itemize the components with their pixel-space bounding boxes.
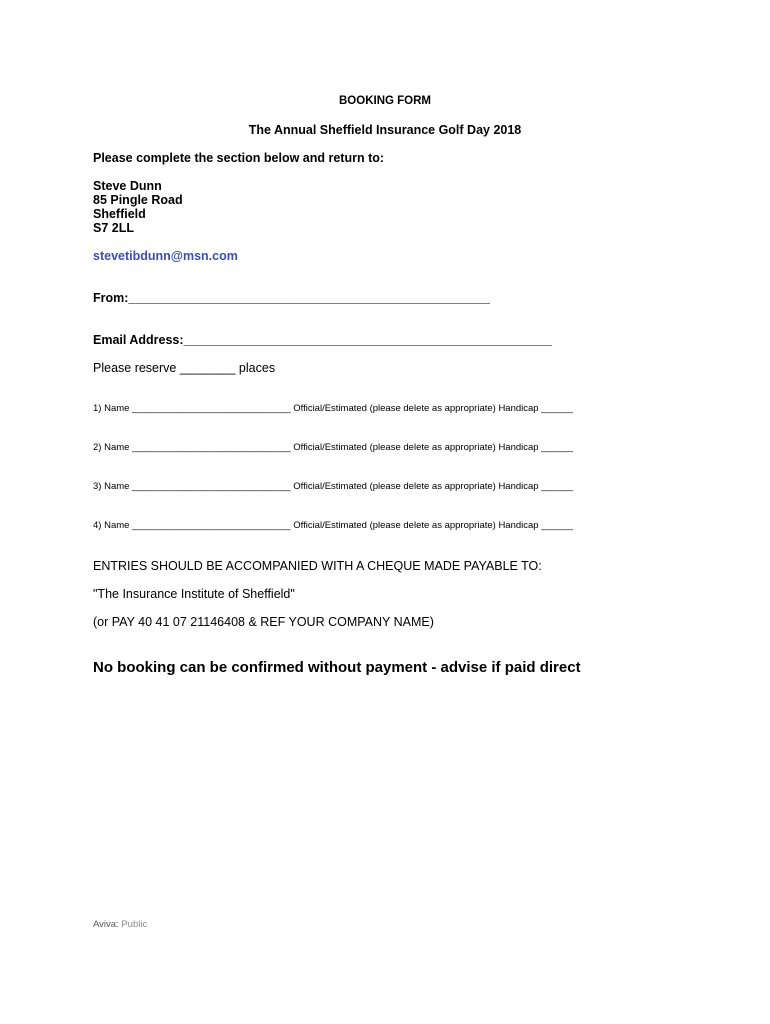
bank-details: (or PAY 40 41 07 21146408 & REF YOUR COMPANY NAME) bbox=[93, 615, 434, 629]
payee-name: "The Insurance Institute of Sheffield" bbox=[93, 587, 295, 601]
address-line1: 85 Pingle Road bbox=[93, 193, 183, 207]
footer-classification: Public bbox=[121, 919, 148, 930]
entry-row: 2) Name ______________________________ Official/Estimated (please delete as appropriate) Handicap ______ bbox=[93, 442, 573, 453]
return-address bbox=[93, 179, 183, 235]
footer-label: Aviva: bbox=[93, 919, 119, 930]
reserve-places-field: Please reserve ________ places bbox=[93, 361, 276, 375]
classification-footer bbox=[93, 919, 147, 930]
address-name: Steve Dunn bbox=[93, 179, 162, 193]
address-postcode: S7 2LL bbox=[93, 221, 134, 235]
payment-instructions: ENTRIES SHOULD BE ACCOMPANIED WITH A CHEQUE MADE PAYABLE TO: bbox=[93, 559, 542, 573]
from-field: From:____________________________________________________ bbox=[93, 291, 490, 305]
payment-notice: No booking can be confirmed without payment - advise if paid direct bbox=[93, 659, 581, 676]
form-title: BOOKING FORM bbox=[339, 95, 431, 107]
address-line2: Sheffield bbox=[93, 207, 146, 221]
instructions-text: Please complete the section below and return to: bbox=[93, 151, 385, 165]
email-link[interactable]: stevetibdunn@msn.com bbox=[93, 249, 238, 263]
entry-row: 1) Name ______________________________ Official/Estimated (please delete as appropriate) Handicap ______ bbox=[93, 403, 573, 414]
entry-row: 4) Name ______________________________ Official/Estimated (please delete as appropriate) Handicap ______ bbox=[93, 520, 573, 531]
email-address-field: Email Address:_____________________________________________________ bbox=[93, 333, 552, 347]
event-title: The Annual Sheffield Insurance Golf Day 2018 bbox=[248, 123, 522, 137]
entry-row: 3) Name ______________________________ Official/Estimated (please delete as appropriate) Handicap ______ bbox=[93, 481, 573, 492]
